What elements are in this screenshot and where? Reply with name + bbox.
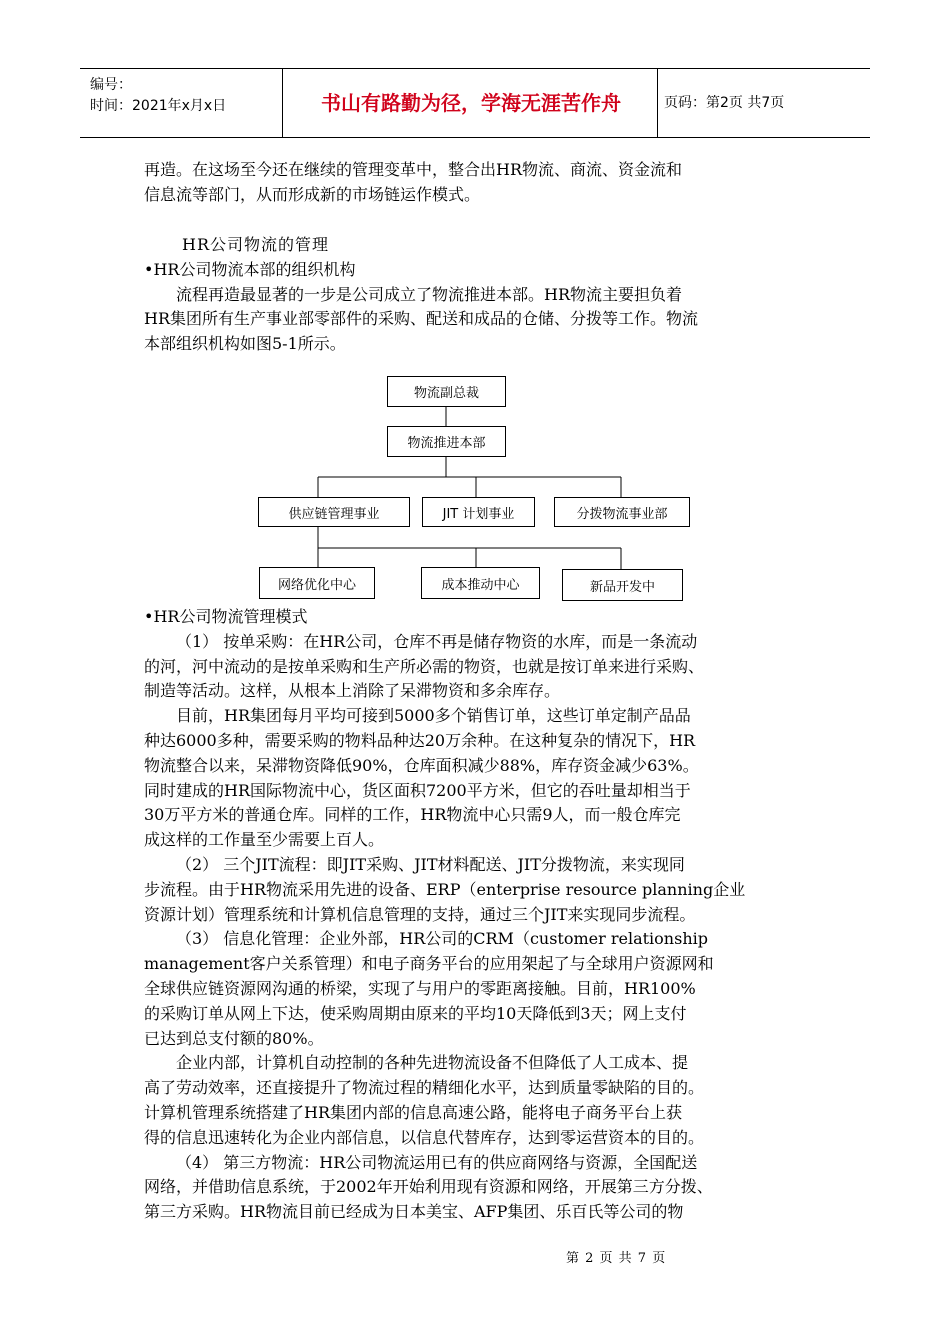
header-divider <box>282 69 283 137</box>
org-box-supply-chain: 供应链管理事业 <box>258 497 410 527</box>
upper-paragraph <box>144 158 824 208</box>
text-line: 全球供应链资源网沟通的桥梁，实现了与用户的零距离接触。目前，HR100% <box>144 978 696 998</box>
text-line: 资源计划）管理系统和计算机信息管理的支持，通过三个JIT来实现同步流程。 <box>144 904 696 924</box>
text-line: 步流程。由于HR物流采用先进的设备、ERP（enterprise resource planning企业 <box>144 879 746 899</box>
text-line: 种达6000多种，需要采购的物料品种达20万余种。在这种复杂的情况下，HR <box>144 730 696 750</box>
text-line: management客户关系管理）和电子商务平台的应用架起了与全球用户资源网和 <box>144 954 714 974</box>
section-heading: HR公司物流的管理 <box>182 235 330 254</box>
org-box-network-optimization: 网络优化中心 <box>259 567 375 599</box>
text-line: 物流整合以来，呆滞物资降低90%，仓库面积减少88%，库存资金减少63%。 <box>144 755 699 775</box>
text-line: HR集团所有生产事业部零部件的采购、配送和成品的仓储、分拨等工作。物流 <box>144 309 699 329</box>
org-box-distribution: 分拨物流事业部 <box>554 497 690 527</box>
org-box-cost-center: 成本推动中心 <box>421 567 540 599</box>
text-line: 再造。在这场至今还在继续的管理变革中，整合出HR物流、商流、资金流和 <box>144 160 683 179</box>
org-box-new-product: 新品开发中 <box>562 569 683 601</box>
text-line: 网络，并借助信息系统，于2002年开始利用现有资源和网络，开展第三方分拨、 <box>144 1177 713 1197</box>
text-line: 的采购订单从网上下达，使采购周期由原来的平均10天降低到3天；网上支付 <box>144 1003 687 1023</box>
document-date: 时间：2021年x月x日 <box>90 98 227 114</box>
header-motto: 书山有路勤为径，学海无涯苦作舟 <box>321 91 621 115</box>
text-line: 本部组织机构如图5-1所示。 <box>144 334 346 354</box>
text-line: 的河，河中流动的是按单采购和生产所必需的物资，也就是按订单来进行采购、 <box>144 656 705 676</box>
org-box-logistics-dept: 物流推进本部 <box>387 426 506 457</box>
header-meta <box>90 75 226 117</box>
main-body <box>144 605 824 1225</box>
text-line: 目前，HR集团每月平均可接到5000多个销售订单，这些订单定制产品品 <box>176 706 691 726</box>
text-line: 计算机管理系统搭建了HR集团内部的信息高速公路，能将电子商务平台上获 <box>144 1102 683 1122</box>
text-line: 同时建成的HR国际物流中心，货区面积7200平方米，但它的吞吐量却相当于 <box>144 780 691 800</box>
text-line: 高了劳动效率，还直接提升了物流过程的精细化水平，达到质量零缺陷的目的。 <box>144 1078 705 1098</box>
text-line: 得的信息迅速转化为企业内部信息，以信息代替库存，达到零运营资本的目的。 <box>144 1127 705 1147</box>
bullet-heading: •HR公司物流管理模式 <box>144 607 308 626</box>
text-line: 制造等活动。这样，从根本上消除了呆滞物资和多余库存。 <box>144 681 561 701</box>
text-line: 第三方采购。HR物流目前已经成为日本美宝、AFP集团、乐百氏等公司的物 <box>144 1202 684 1222</box>
page-footer: 第 2 页 共 7 页 <box>566 1251 667 1266</box>
org-box-jit-plan: JIT 计划事业 <box>422 497 535 527</box>
text-line: 已达到总支付额的80%。 <box>144 1028 324 1048</box>
text-line: 30万平方米的普通仓库。同样的工作，HR物流中心只需9人，而一般仓库完 <box>144 805 681 825</box>
text-line: 成这样的工作量至少需要上百人。 <box>144 830 385 850</box>
text-line: 流程再造最显著的一步是公司成立了物流推进本部。HR物流主要担负着 <box>176 284 683 304</box>
header-divider <box>657 69 658 137</box>
text-line: （1） 按单采购：在HR公司，仓库不再是储存物资的水库，而是一条流动 <box>176 631 698 651</box>
org-box-vp-logistics: 物流副总裁 <box>387 376 506 407</box>
text-line: 企业内部，计算机自动控制的各种先进物流设备不但降低了人工成本、提 <box>176 1053 689 1073</box>
text-line: 信息流等部门，从而形成新的市场链运作模式。 <box>144 184 481 204</box>
text-line: （3） 信息化管理：企业外部，HR公司的CRM（customer relationship <box>176 929 708 949</box>
text-line: （2） 三个JIT流程：即JIT采购、JIT材料配送、JIT分拨物流，来实现同 <box>176 854 685 874</box>
bullet-heading: •HR公司物流本部的组织机构 <box>144 259 356 279</box>
document-number: 编号： <box>90 77 132 93</box>
text-line: （4） 第三方物流：HR公司物流运用已有的供应商网络与资源，全国配送 <box>176 1152 698 1172</box>
header-page-number: 页码：第2页 共7页 <box>664 95 785 111</box>
section-block <box>144 233 824 357</box>
page-header <box>80 68 870 138</box>
